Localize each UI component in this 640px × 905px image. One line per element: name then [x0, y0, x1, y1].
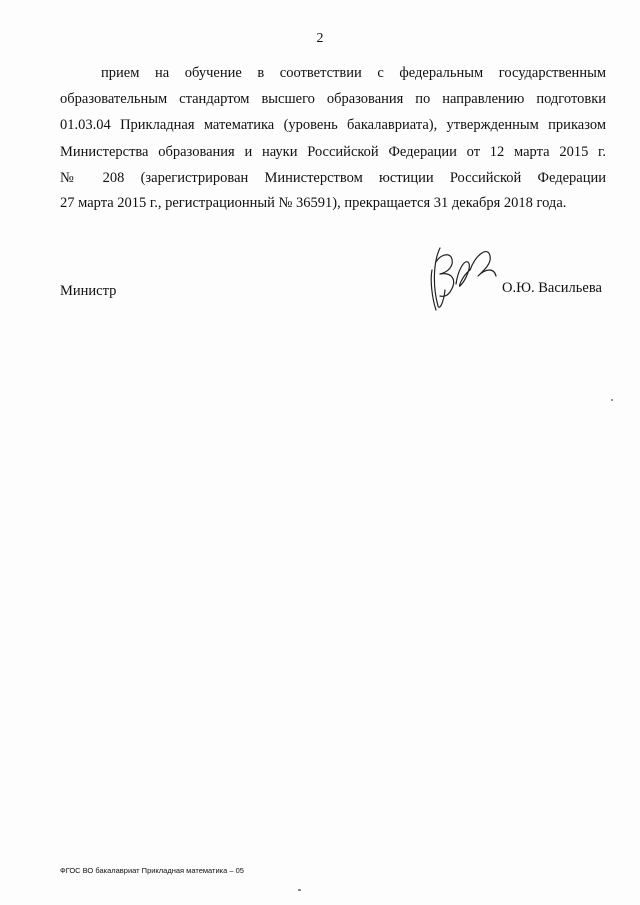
page-number: 2 [316, 31, 324, 46]
body-text-line: 27 марта 2015 г., регистрационный № 36591), прекращается 31 декабря 2018 года. [60, 195, 567, 211]
body-text-line: прием на обучение в соответствии с федеральным государственным [101, 65, 606, 81]
body-text-line: образовательным стандартом высшего образования по направлению подготовки [60, 91, 606, 107]
body-text-line: № 208 (зарегистрирован Министерством юстиции Российской Федерации [60, 170, 606, 186]
scan-speck [298, 889, 301, 891]
body-text-line: 01.03.04 Прикладная математика (уровень бакалавриата), утвержденным приказом [60, 117, 606, 133]
signer-name: О.Ю. Васильева [502, 280, 602, 296]
body-text-line: Министерства образования и науки Российской Федерации от 12 марта 2015 г. [60, 144, 606, 160]
signer-role: Министр [60, 283, 117, 299]
footer-text: ФГОС ВО бакалавриат Прикладная математика – 05 [60, 866, 244, 875]
handwritten-signature [426, 240, 498, 314]
scan-speck [611, 399, 613, 401]
